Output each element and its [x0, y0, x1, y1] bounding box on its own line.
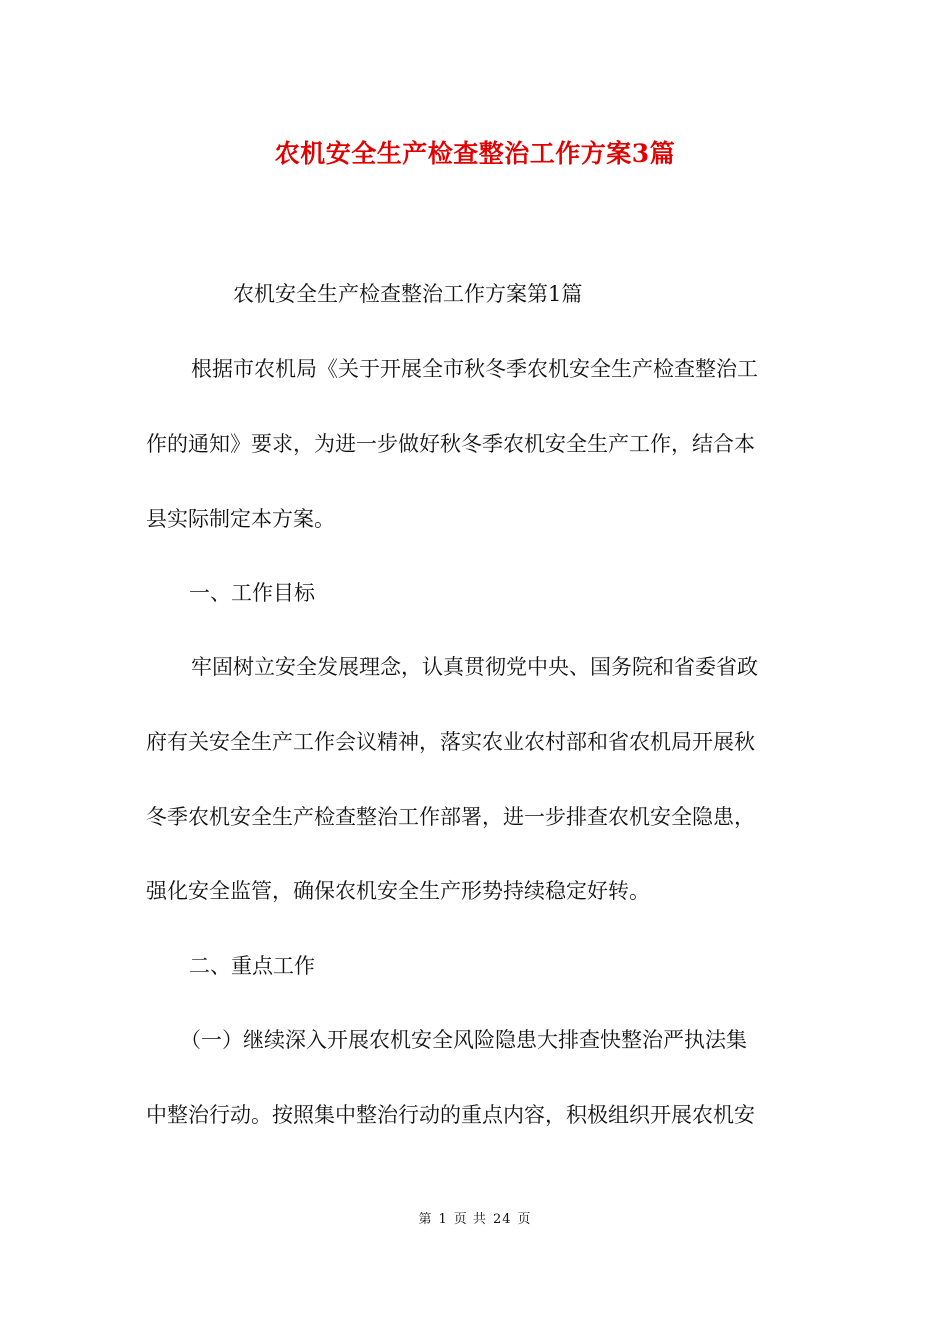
page-footer: [0, 1208, 950, 1227]
footer-prefix: 第: [418, 1212, 433, 1227]
paragraph-line: 强化安全监管，确保农机安全生产形势持续稳定好转。: [146, 879, 650, 903]
footer-page-number: 1: [438, 1212, 448, 1227]
paragraph-line: 县实际制定本方案。: [146, 507, 335, 531]
footer-middle: 页 共: [453, 1212, 487, 1227]
section-subtitle: 农机安全生产检查整治工作方案第1篇: [233, 282, 583, 306]
paragraph-line: 中整治行动。按照集中整治行动的重点内容，积极组织开展农机安: [146, 1103, 755, 1127]
document-title: 农机安全生产检查整治工作方案3篇: [274, 139, 676, 168]
paragraph-line: 府有关安全生产工作会议精神，落实农业农村部和省农机局开展秋: [146, 730, 755, 754]
footer-total-pages: 24: [492, 1212, 512, 1227]
section-heading: 二、重点工作: [189, 954, 315, 978]
paragraph-line: 根据市农机局《关于开展全市秋冬季农机安全生产检查整治工: [191, 357, 758, 381]
paragraph-line: 牢固树立安全发展理念，认真贯彻党中央、国务院和省委省政: [191, 655, 758, 679]
paragraph-line: 冬季农机安全生产检查整治工作部署，进一步排查农机安全隐患，: [146, 805, 755, 829]
paragraph-line: 作的通知》要求，为进一步做好秋冬季农机安全生产工作，结合本: [146, 432, 755, 456]
section-heading: 一、工作目标: [189, 581, 315, 605]
paragraph-line: （一）继续深入开展农机安全风险隐患大排查快整治严执法集: [180, 1028, 747, 1052]
footer-suffix: 页: [517, 1212, 532, 1227]
